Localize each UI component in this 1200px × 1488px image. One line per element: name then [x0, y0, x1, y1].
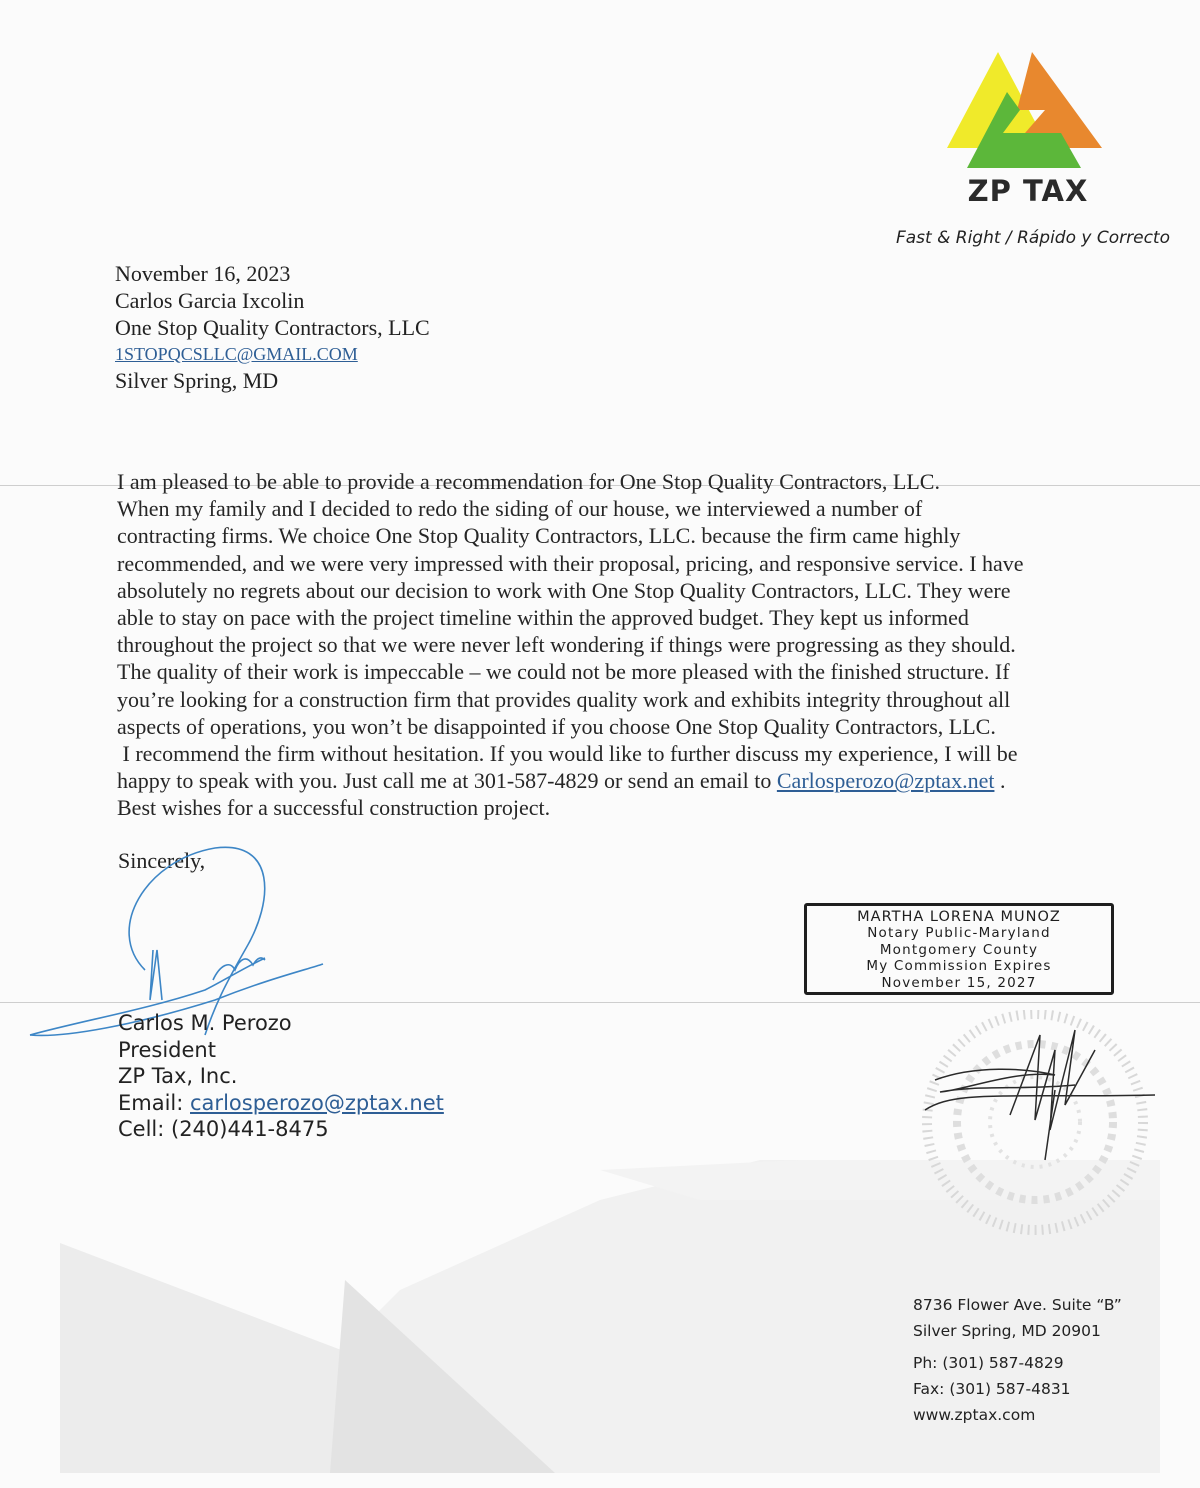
- body-line: Best wishes for a successful construction project.: [117, 795, 551, 821]
- body-line: able to stay on pace with the project timeline within the approved budget. They kept us informed: [117, 605, 969, 631]
- notary-line: My Commission Expires: [866, 958, 1052, 974]
- contact-email-link[interactable]: Carlosperozo@zptax.net: [776, 768, 995, 794]
- signer-name: Carlos M. Perozo: [118, 1011, 292, 1035]
- recipient-company: One Stop Quality Contractors, LLC: [115, 315, 430, 340]
- signer-title: President: [118, 1037, 216, 1062]
- signer-cell: Cell: (240)441-8475: [118, 1117, 329, 1141]
- body-line: When my family and I decided to redo the siding of our house, we interviewed a number of: [117, 496, 923, 522]
- body-contact-line: [117, 767, 1107, 794]
- body-line: contracting firms. We choice One Stop Quality Contractors, LLC. because the firm came highly: [117, 523, 961, 549]
- notary-line: November 15, 2027: [881, 974, 1037, 991]
- letter-date: November 16, 2023: [115, 261, 291, 286]
- body-line: aspects of operations, you won’t be disappointed if you choose One Stop Quality Contractors, LLC.: [117, 713, 996, 739]
- notary-stamp: [804, 903, 1114, 995]
- signer-email-row: [118, 1090, 444, 1117]
- footer-address: [913, 1296, 1122, 1424]
- notary-line: Montgomery County: [879, 941, 1039, 958]
- notary-line: Notary Public-Maryland: [867, 925, 1051, 941]
- recipient-block: [115, 260, 430, 394]
- closing: Sincerely,: [118, 848, 206, 873]
- signer-email-label: Email:: [118, 1090, 191, 1115]
- body-line: I recommend the firm without hesitation. If you would like to further discuss my experience, I will be: [117, 741, 1018, 767]
- tagline: Fast & Right / Rápido y Correcto: [895, 228, 1170, 248]
- footer-website-link[interactable]: www.zptax.com: [913, 1406, 1036, 1424]
- recipient-email-link[interactable]: 1STOPQCSLLC@GMAIL.COM: [115, 344, 358, 364]
- contact-suffix: .: [994, 768, 1006, 794]
- body-line: The quality of their work is impeccable – we could not be more pleased with the finished structure. If: [117, 659, 1010, 685]
- letter-body: [117, 468, 1107, 822]
- body-line: throughout the project so that we were never left wondering if things were progressing as they should.: [117, 632, 1016, 658]
- footer-address-line1: 8736 Flower Ave. Suite “B”: [913, 1296, 1122, 1314]
- notary-name: MARTHA LORENA MUNOZ: [857, 909, 1061, 925]
- body-line: absolutely no regrets about our decision to work with One Stop Quality Contractors, LLC. They were: [117, 577, 1011, 603]
- recipient-name: Carlos Garcia Ixcolin: [115, 288, 305, 313]
- signer-company: ZP Tax, Inc.: [118, 1064, 238, 1088]
- footer-fax: Fax: (301) 587-4831: [913, 1380, 1071, 1398]
- contact-prefix: happy to speak with you. Just call me at 301-587-4829 or send an email to: [117, 768, 777, 794]
- signer-block: [118, 1010, 444, 1143]
- footer-address-line2: Silver Spring, MD 20901: [913, 1322, 1101, 1340]
- brand-name: ZP TAX: [967, 174, 1089, 208]
- notary-seal-icon: [915, 1010, 1165, 1240]
- recipient-location: Silver Spring, MD: [115, 368, 279, 393]
- body-line: I am pleased to be able to provide a recommendation for One Stop Quality Contractors, LLC.: [117, 469, 940, 494]
- footer-phone: Ph: (301) 587-4829: [913, 1354, 1064, 1372]
- signer-email-link[interactable]: carlosperozo@zptax.net: [190, 1090, 444, 1115]
- body-line: you’re looking for a construction firm that provides quality work and exhibits integrity throughout all: [117, 686, 1011, 712]
- body-line: recommended, and we were very impressed with their proposal, pricing, and responsive service. I have: [117, 550, 1024, 576]
